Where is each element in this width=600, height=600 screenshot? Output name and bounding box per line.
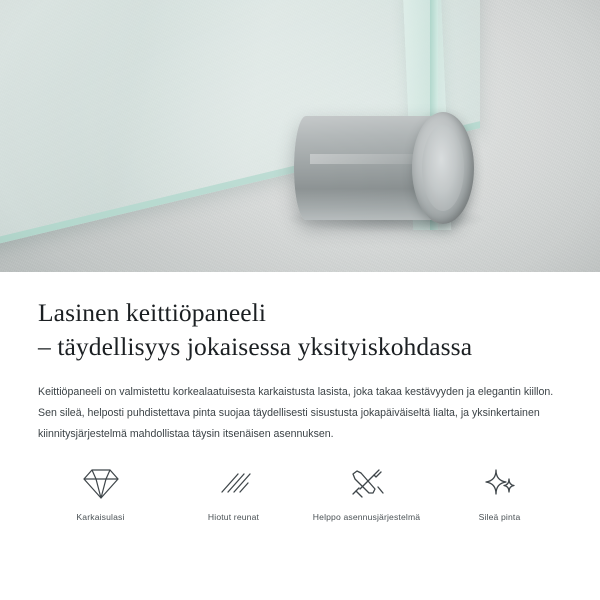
feature-item-tempered-glass (34, 462, 167, 522)
feature-label: Helppo asennusjärjestelmä (312, 512, 421, 522)
headline-line-2: – täydellisyys jokaisessa yksityiskohdassa (38, 332, 473, 361)
headline-line-1: Lasinen keittiöpaneeli (38, 298, 267, 327)
feature-list (0, 462, 600, 522)
feature-label: Karkaisulasi (76, 512, 125, 522)
body-paragraph: Keittiöpaneeli on valmistettu korkealaatuisesta karkaistusta lasista, joka takaa kestävyyden ja elegantin kiillon. Sen sileä, helposti puhdistettava pinta suojaa täydellisesti sisustusta jokapäiväiseltä lialta, ja yksinkertainen kiinnitysjärjestelmä mahdollistaa täysin itsenäisen asennuksen. (38, 386, 554, 440)
page-title (38, 272, 562, 364)
tools-icon (300, 462, 433, 506)
sparkle-icon (433, 462, 566, 506)
feature-label: Hiotut reunat (207, 512, 260, 522)
hero-photo (0, 0, 600, 272)
hero-vignette (0, 0, 600, 272)
feature-item-polished-edges (167, 462, 300, 522)
content-block (0, 272, 600, 445)
polished-edges-icon (167, 462, 300, 506)
feature-label: Sileä pinta (478, 512, 521, 522)
feature-item-smooth-surface (433, 462, 566, 522)
feature-item-easy-mounting (300, 462, 433, 522)
diamond-icon (34, 462, 167, 506)
